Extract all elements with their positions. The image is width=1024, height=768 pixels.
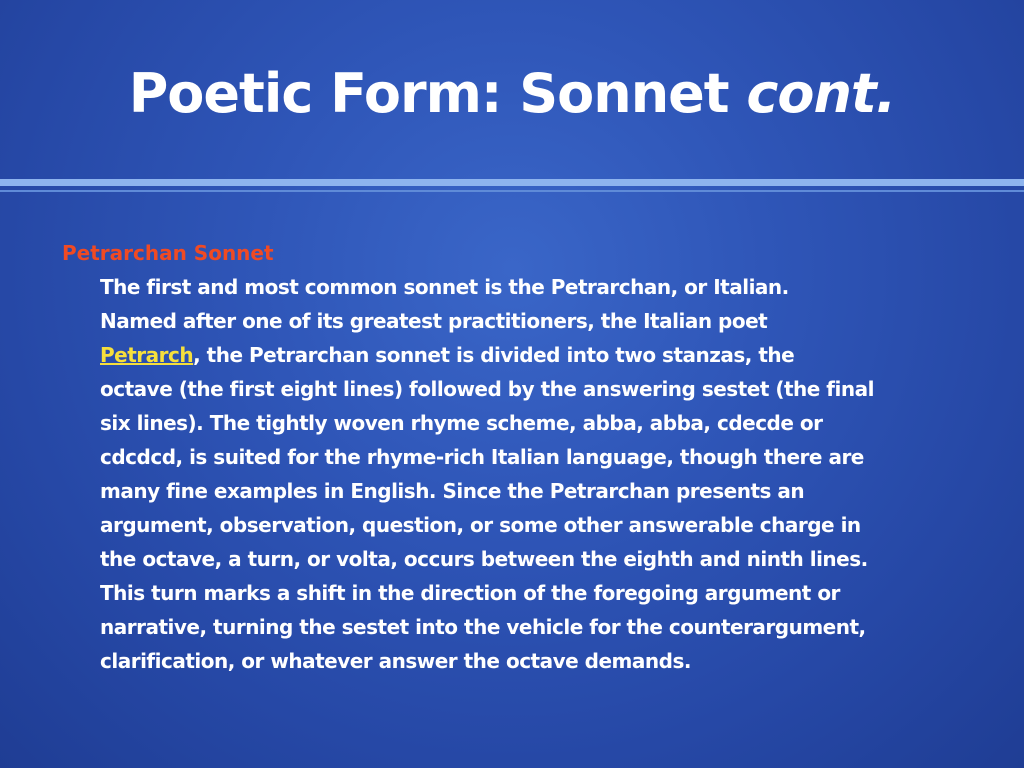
slide-title-main: Poetic Form: Sonnet	[128, 62, 747, 125]
body-paragraph	[100, 270, 982, 678]
body-line: the octave, a turn, or volta, occurs between the eighth and ninth lines.	[100, 547, 868, 571]
slide-title-italic: cont.	[746, 62, 896, 125]
body-line-text: , the Petrarchan sonnet is divided into two stanzas, the	[193, 343, 795, 367]
body-line: cdcdcd, is suited for the rhyme-rich Italian language, though there are	[100, 445, 864, 469]
body-line: The first and most common sonnet is the Petrarchan, or Italian.	[100, 275, 789, 299]
body-line: narrative, turning the sestet into the vehicle for the counterargument,	[100, 615, 866, 639]
slide-title	[0, 58, 1024, 130]
body-line: octave (the first eight lines) followed by the answering sestet (the final	[100, 377, 874, 401]
body-line: Named after one of its greatest practitioners, the Italian poet	[100, 309, 768, 333]
body-line: clarification, or whatever answer the octave demands.	[100, 649, 691, 673]
petrarch-link[interactable]: Petrarch	[100, 343, 194, 367]
section-heading: Petrarchan Sonnet	[62, 241, 274, 265]
slide-content	[62, 236, 982, 678]
body-line: six lines). The tightly woven rhyme scheme, abba, abba, cdecde or	[100, 411, 823, 435]
title-divider-thin	[0, 190, 1024, 192]
body-line	[100, 338, 982, 372]
title-divider	[0, 179, 1024, 186]
body-line: many fine examples in English. Since the Petrarchan presents an	[100, 479, 805, 503]
body-line: argument, observation, question, or some other answerable charge in	[100, 513, 861, 537]
title-area	[0, 0, 1024, 176]
body-line: This turn marks a shift in the direction of the foregoing argument or	[100, 581, 840, 605]
